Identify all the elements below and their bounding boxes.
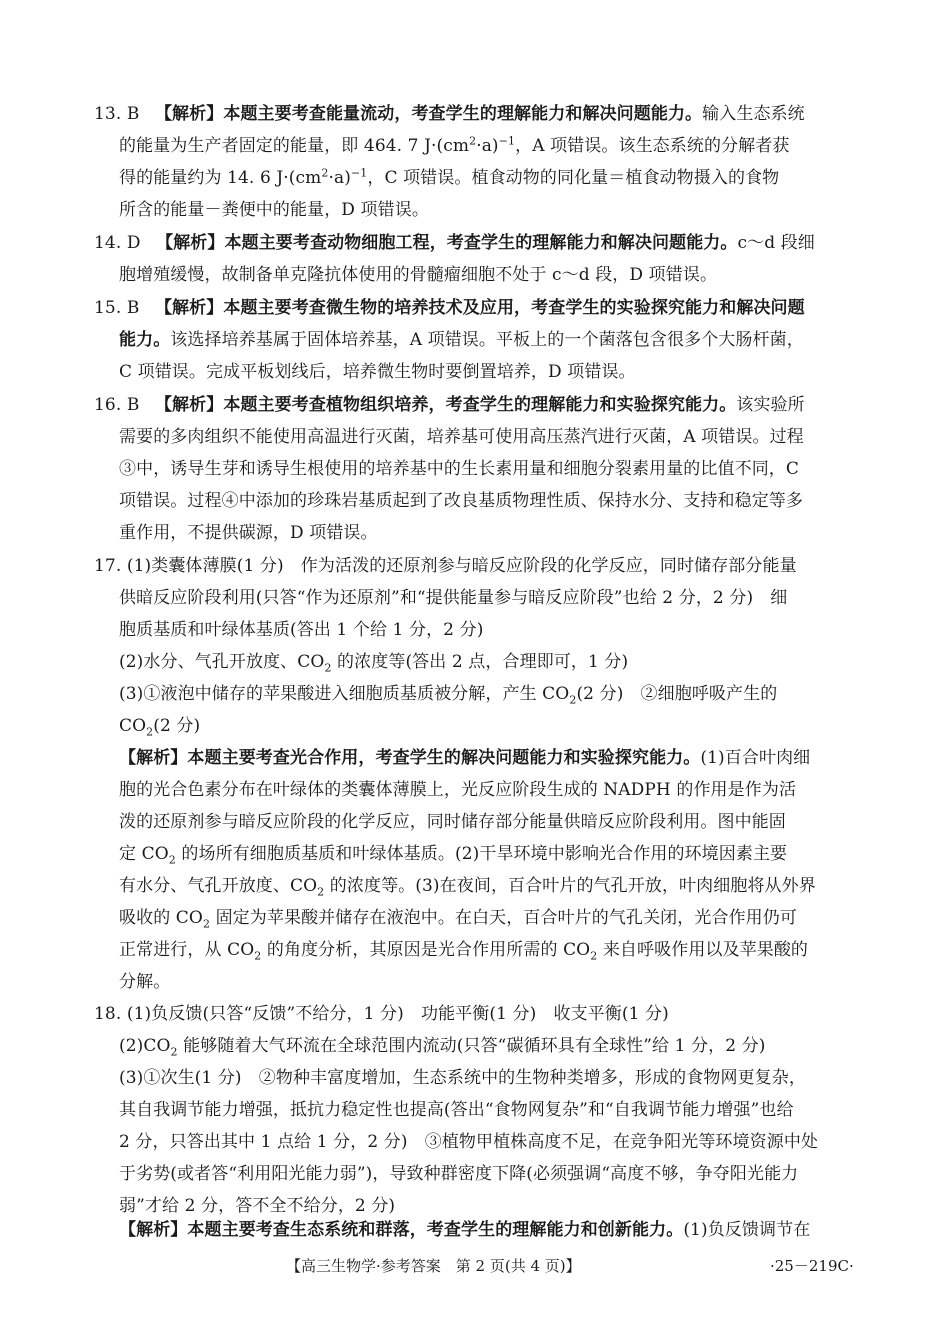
question-number: 16. B: [94, 395, 140, 415]
q18-line-5: 2 分，只答出其中 1 点给 1 分，2 分) ③植物甲植株高度不足，在竞争阳光等环境资源中处: [119, 1132, 819, 1152]
text-run: ，A 项错误。该生态系统的分解者获: [515, 136, 790, 156]
analysis-summary: 本题主要考查能量流动，考查学生的理解能力和解决问题能力。: [223, 104, 703, 124]
q17-line-2: 供暗反应阶段利用(只答“作为还原剂”和“提供能量参与暗反应阶段”也给 2 分，2 分) 细: [119, 588, 788, 608]
q14-line-2: 胞增殖缓慢，故制备单克隆抗体使用的骨髓瘤细胞不处于 c～d 段，D 项错误。: [119, 265, 718, 285]
text-run: (2 分) ②细胞呼吸产生的: [576, 684, 778, 704]
text-run: 有水分、气孔开放度、CO: [119, 876, 318, 896]
q16-line-5: 重作用，不提供碳源，D 项错误。: [119, 523, 378, 543]
text-run: (2)CO: [119, 1036, 171, 1056]
subscript: 2: [168, 853, 176, 867]
q17-analysis-line-7: [119, 938, 808, 962]
text-run: 得的能量约为 14. 6 J·(cm: [119, 168, 322, 188]
analysis-tag: 【解析】: [154, 298, 224, 318]
analysis-summary: 本题主要考查光合作用，考查学生的解决问题能力和实验探究能力。: [187, 748, 701, 768]
q17-line-4: [119, 650, 628, 674]
question-number: 13. B: [94, 104, 140, 124]
superscript: −1: [498, 134, 516, 148]
q16-line-2: 需要的多肉组织不能使用高温进行灭菌，培养基可使用高压蒸汽进行灭菌，A 项错误。过程: [119, 427, 804, 447]
q14-line-1: [94, 231, 815, 255]
analysis-summary: 本题主要考查动物细胞工程，考查学生的理解能力和解决问题能力。: [224, 233, 738, 253]
subscript: 2: [324, 661, 332, 675]
superscript: 2: [469, 134, 477, 148]
analysis-summary: 本题主要考查植物组织培养，考查学生的理解能力和实验探究能力。: [223, 395, 737, 415]
text-run: (1)百合叶肉细: [700, 748, 811, 768]
text-run: 该选择培养基属于固体培养基，A 项错误。平板上的一个菌落包含很多个大肠杆菌，: [170, 330, 804, 350]
q18-line-4: 其自我调节能力增强，抵抗力稳定性也提高(答出“食物网复杂”和“自我调节能力增强”也给: [119, 1100, 794, 1120]
footer-code: ·25－219C·: [770, 1257, 854, 1275]
analysis-summary: 本题主要考查生态系统和群落，考查学生的理解能力和创新能力。: [187, 1220, 684, 1240]
q18-analysis-line: [119, 1218, 810, 1242]
q17-analysis-line-8: 分解。: [119, 972, 171, 992]
analysis-tag: 【解析】: [156, 233, 225, 253]
subscript: 2: [254, 949, 262, 963]
q17-line-1: 17. (1)类囊体薄膜(1 分) 作为活泼的还原剂参与暗反应阶段的化学反应，同时储存部分能量: [94, 556, 797, 576]
analysis-tag: 【解析】: [154, 104, 224, 124]
q15-line-3: C 项错误。完成平板划线后，培养微生物时要倒置培养，D 项错误。: [119, 362, 636, 382]
text-run: (3)①液泡中储存的苹果酸进入细胞质基质被分解，产生 CO: [119, 684, 570, 704]
q17-line-6: [119, 714, 200, 738]
q17-analysis-line-5: [119, 874, 816, 898]
q17-analysis-line-4: [119, 842, 787, 866]
question-number: 15. B: [94, 298, 140, 318]
text-run: 的浓度等(答出 2 点，合理即可，1 分): [331, 652, 629, 672]
text-run: 的场所有细胞质基质和叶绿体基质。(2)干旱环境中影响光合作用的环境因素主要: [175, 844, 788, 864]
q16-line-4: 项错误。过程④中添加的珍珠岩基质起到了改良基质物理性质、保持水分、支持和稳定等多: [119, 491, 803, 511]
text-run: 的浓度等。(3)在夜间，百合叶片的气孔开放，叶肉细胞将从外界: [324, 876, 816, 896]
text-run: 正常进行，从 CO: [119, 940, 255, 960]
subscript: 2: [202, 917, 211, 931]
text-run: CO: [119, 716, 147, 736]
text-run: 来自呼吸作用以及苹果酸的: [597, 940, 809, 960]
subscript: 2: [569, 693, 577, 707]
text-run: c～d 段细: [737, 233, 815, 253]
q17-line-3: 胞质基质和叶绿体基质(答出 1 个给 1 分，2 分): [119, 620, 484, 640]
text-run: 定 CO: [119, 844, 169, 864]
question-number: 14. D: [94, 233, 141, 253]
analysis-summary: 能力。: [119, 330, 171, 350]
text-run: 输入生态系统: [702, 104, 805, 124]
q18-line-7: 弱”才给 2 分，答不全不给分，2 分): [119, 1196, 396, 1216]
subscript: 2: [317, 885, 325, 899]
q17-analysis-line-6: [119, 906, 797, 930]
text-run: 固定为苹果酸并储存在液泡中。在白天，百合叶片的气孔关闭，光合作用仍可: [210, 908, 797, 928]
superscript: 2: [321, 166, 329, 180]
analysis-tag: 【解析】: [119, 1220, 188, 1240]
q16-line-3: ③中，诱导生芽和诱导生根使用的培养基中的生长素用量和细胞分裂素用量的比值不同，C: [119, 459, 800, 479]
q13-line-1: [94, 102, 805, 126]
subscript: 2: [170, 1045, 178, 1059]
analysis-summary: 本题主要考查微生物的培养技术及应用，考查学生的实验探究能力和解决问题: [223, 298, 805, 318]
q17-analysis-line-3: 泼的还原剂参与暗反应阶段的化学反应，同时储存部分能量供暗反应阶段利用。图中能固: [119, 812, 786, 832]
q18-line-6: 于劣势(或者答“利用阳光能力弱”)，导致种群密度下降(必须强调“高度不够，争夺阳光能力: [119, 1164, 799, 1184]
q13-line-4: 所含的能量－粪便中的能量，D 项错误。: [119, 200, 429, 220]
subscript: 2: [146, 725, 154, 739]
q17-analysis-line-1: [119, 746, 810, 770]
text-run: 该实验所: [736, 395, 805, 415]
analysis-tag: 【解析】: [119, 748, 188, 768]
text-run: ，C 项错误。植食动物的同化量＝植食动物摄入的食物: [367, 168, 780, 188]
text-run: (2)水分、气孔开放度、CO: [119, 652, 325, 672]
text-run: (1)负反馈调节在: [683, 1220, 811, 1240]
q17-analysis-line-2: 胞的光合色素分布在叶绿体的类囊体薄膜上，光反应阶段生成的 NADPH 的作用是作为活: [119, 780, 797, 800]
q16-line-1: [94, 393, 805, 417]
text-run: ·a): [328, 168, 351, 188]
q18-line-3: (3)①次生(1 分) ②物种丰富度增加，生态系统中的生物种类增多，形成的食物网更复杂，: [119, 1068, 806, 1088]
q13-line-3: [119, 166, 779, 190]
text-run: 的角度分析，其原因是光合作用所需的 CO: [261, 940, 591, 960]
q13-line-2: [119, 134, 789, 158]
q18-line-2: [119, 1034, 766, 1058]
text-run: 吸收的 CO: [119, 908, 203, 928]
q18-line-1: 18. (1)负反馈(只答“反馈”不给分，1 分) 功能平衡(1 分) 收支平衡(1 分): [94, 1004, 669, 1024]
q15-line-2: [119, 328, 804, 352]
subscript: 2: [590, 949, 598, 963]
text-run: 能够随着大气环流在全球范围内流动(只答“碳循环具有全球性”给 1 分，2 分): [177, 1036, 766, 1056]
q17-line-5: [119, 682, 777, 706]
text-run: ·a): [476, 136, 499, 156]
q15-line-1: [94, 296, 805, 320]
analysis-tag: 【解析】: [154, 395, 224, 415]
text-run: (2 分): [153, 716, 201, 736]
text-run: 的能量为生产者固定的能量，即 464. 7 J·(cm: [119, 136, 470, 156]
footer-title: 【高三生物学·参考答案 第 2 页(共 4 页)】: [286, 1257, 581, 1275]
superscript: −1: [350, 166, 368, 180]
